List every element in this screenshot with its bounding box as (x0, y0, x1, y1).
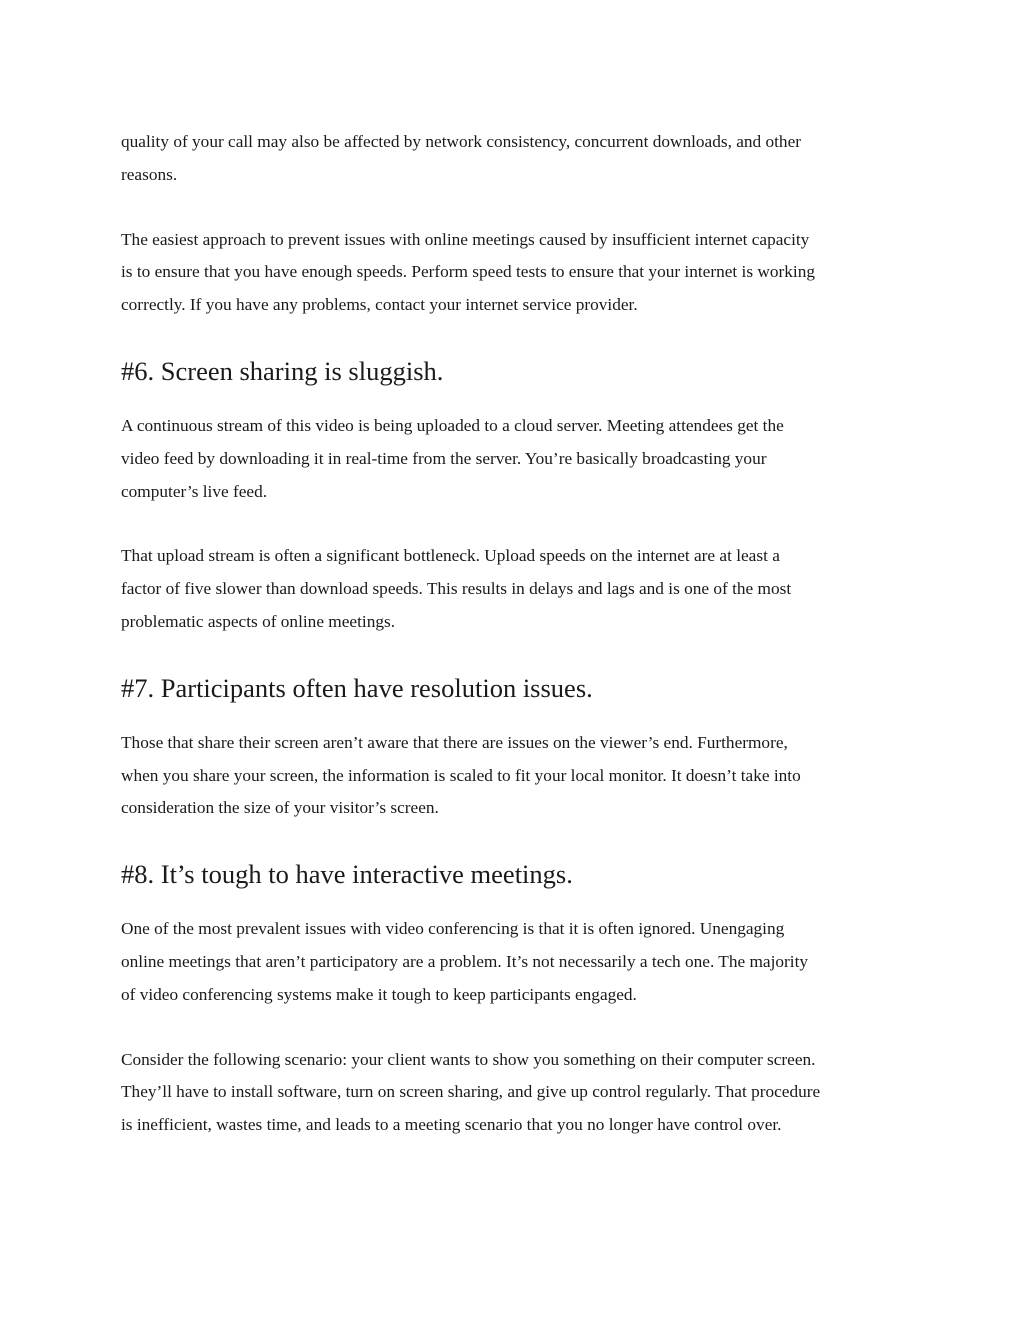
heading-screen-sharing: #6. Screen sharing is sluggish. (121, 355, 444, 386)
paragraph-viewer-screen (121, 727, 911, 825)
text-line: factor of five slower than download speeds. This results in delays and lags and is one of the most (121, 579, 792, 599)
text-line: Consider the following scenario: your client wants to show you something on their computer screen. (121, 1049, 816, 1069)
paragraph-client-scenario (121, 1044, 911, 1142)
text-line: That upload stream is often a significant bottleneck. Upload speeds on the internet are at least a (121, 546, 780, 566)
text-line: Those that share their screen aren’t aware that there are issues on the viewer’s end. Furthermore, (121, 732, 788, 752)
document-page (121, 126, 911, 1174)
heading-interactive-meetings: #8. It’s tough to have interactive meetings. (121, 859, 573, 890)
text-line: quality of your call may also be affected by network consistency, concurrent downloads, and other (121, 132, 801, 151)
paragraph-call-quality (121, 126, 911, 192)
text-line: video feed by downloading it in real-time from the server. You’re basically broadcasting your (121, 448, 767, 468)
text-line: They’ll have to install software, turn on screen sharing, and give up control regularly. That procedure (121, 1082, 821, 1102)
text-line: problematic aspects of online meetings. (121, 611, 396, 631)
text-line: A continuous stream of this video is being uploaded to a cloud server. Meeting attendees get the (121, 415, 784, 435)
text-line: is to ensure that you have enough speeds. Perform speed tests to ensure that your internet is working (121, 262, 815, 282)
text-line: when you share your screen, the information is scaled to fit your local monitor. It doesn’t take into (121, 765, 801, 785)
text-line: correctly. If you have any problems, contact your internet service provider. (121, 295, 638, 315)
text-line: is inefficient, wastes time, and leads to a meeting scenario that you no longer have control over. (121, 1115, 782, 1135)
text-line: The easiest approach to prevent issues with online meetings caused by insufficient internet capacity (121, 229, 810, 249)
text-line: computer’s live feed. (121, 481, 268, 501)
text-line: One of the most prevalent issues with video conferencing is that it is often ignored. Unengaging (121, 919, 785, 939)
paragraph-video-stream (121, 410, 911, 508)
paragraph-internet-speed (121, 224, 911, 322)
paragraph-engagement (121, 913, 911, 1011)
paragraph-upload-bottleneck (121, 540, 911, 638)
text-line: online meetings that aren’t participatory are a problem. It’s not necessarily a tech one. The majority (121, 951, 809, 971)
text-line: of video conferencing systems make it tough to keep participants engaged. (121, 984, 637, 1004)
heading-resolution-issues: #7. Participants often have resolution issues. (121, 672, 593, 703)
text-line: consideration the size of your visitor’s screen. (121, 798, 439, 818)
text-line: reasons. (121, 164, 178, 184)
